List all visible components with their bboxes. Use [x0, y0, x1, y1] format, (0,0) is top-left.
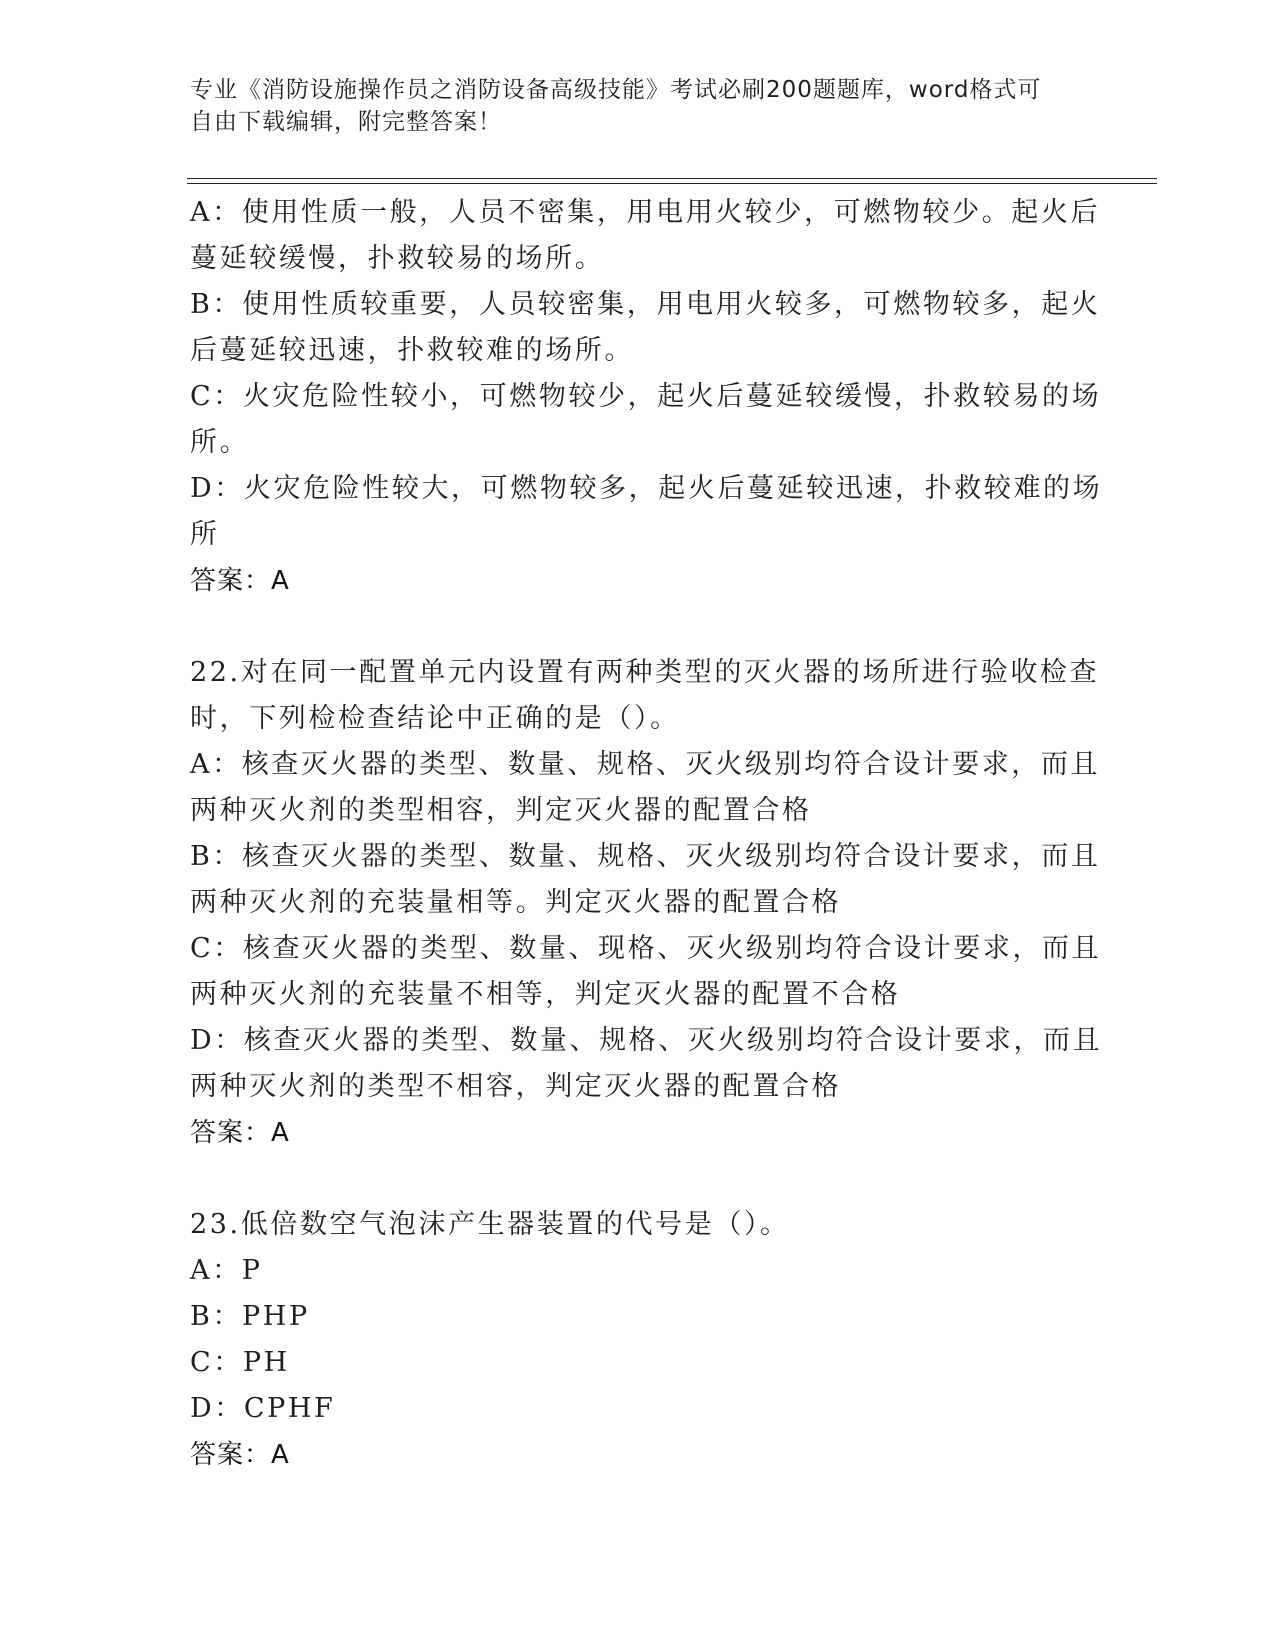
option-a-line-2: 蔓延较缓慢，扑救较易的场所。 [190, 243, 605, 274]
question-list [190, 190, 1103, 1478]
question-text-line-1: 23.低倍数空气泡沫产生器装置的代号是（）。 [190, 1209, 790, 1240]
option-d: D：CPHF [190, 1393, 336, 1424]
question-23 [190, 1202, 1080, 1478]
option-b: B：PHP [190, 1301, 310, 1332]
option-c-line-1: C：核查灭火器的类型、数量、现格、灭火级别均符合设计要求，而且 [190, 933, 1102, 964]
option-c-line-1: C：火灾危险性较小，可燃物较少，起火后蔓延较缓慢，扑救较易的场 [190, 381, 1102, 412]
option-c-line-2: 两种灭火剂的充装量不相等，判定灭火器的配置不合格 [190, 979, 901, 1010]
option-d-line-1: D：火灾危险性较大，可燃物较多，起火后蔓延较迅速，扑救较难的场 [190, 473, 1103, 504]
option-d-line-2: 所 [190, 519, 220, 550]
header-line-2: 自由下载编辑，附完整答案！ [190, 109, 502, 135]
option-a-line-1: A：核查灭火器的类型、数量、规格、灭火级别均符合设计要求，而且 [190, 749, 1101, 780]
question-21-options [190, 190, 1103, 604]
option-d-line-2: 两种灭火剂的类型不相容，判定灭火器的配置合格 [190, 1071, 842, 1102]
answer-label: 答案：A [190, 1440, 290, 1470]
option-c: C：PH [190, 1347, 290, 1378]
question-text-line-2: 时，下列检检查结论中正确的是（）。 [190, 703, 680, 734]
header-line-1: 专业《消防设施操作员之消防设备高级技能》考试必刷200题题库，word格式可 [190, 77, 1042, 103]
header-divider-bottom [187, 183, 1157, 184]
option-b-line-2: 后蔓延较迅速，扑救较难的场所。 [190, 335, 634, 366]
option-a: A：P [190, 1255, 263, 1286]
question-text-line-1: 22.对在同一配置单元内设置有两种类型的灭火器的场所进行验收检查 [190, 657, 1100, 688]
spacer [190, 1156, 1080, 1202]
option-c-line-2: 所。 [190, 427, 250, 458]
option-d-line-1: D：核查灭火器的类型、数量、规格、灭火级别均符合设计要求，而且 [190, 1025, 1103, 1056]
option-b-line-1: B：使用性质较重要，人员较密集，用电用火较多，可燃物较多，起火 [190, 289, 1101, 320]
spacer [190, 604, 1080, 650]
answer-label: 答案：A [190, 1118, 290, 1148]
document-header [190, 74, 1090, 138]
question-22 [190, 650, 1103, 1156]
header-divider-top [187, 178, 1157, 179]
option-b-line-1: B：核查灭火器的类型、数量、规格、灭火级别均符合设计要求，而且 [190, 841, 1101, 872]
option-a-line-2: 两种灭火剂的类型相容，判定灭火器的配置合格 [190, 795, 812, 826]
answer-label: 答案：A [190, 566, 290, 596]
option-b-line-2: 两种灭火剂的充装量相等。判定灭火器的配置合格 [190, 887, 842, 918]
option-a-line-1: A：使用性质一般，人员不密集，用电用火较少，可燃物较少。起火后 [190, 197, 1101, 228]
